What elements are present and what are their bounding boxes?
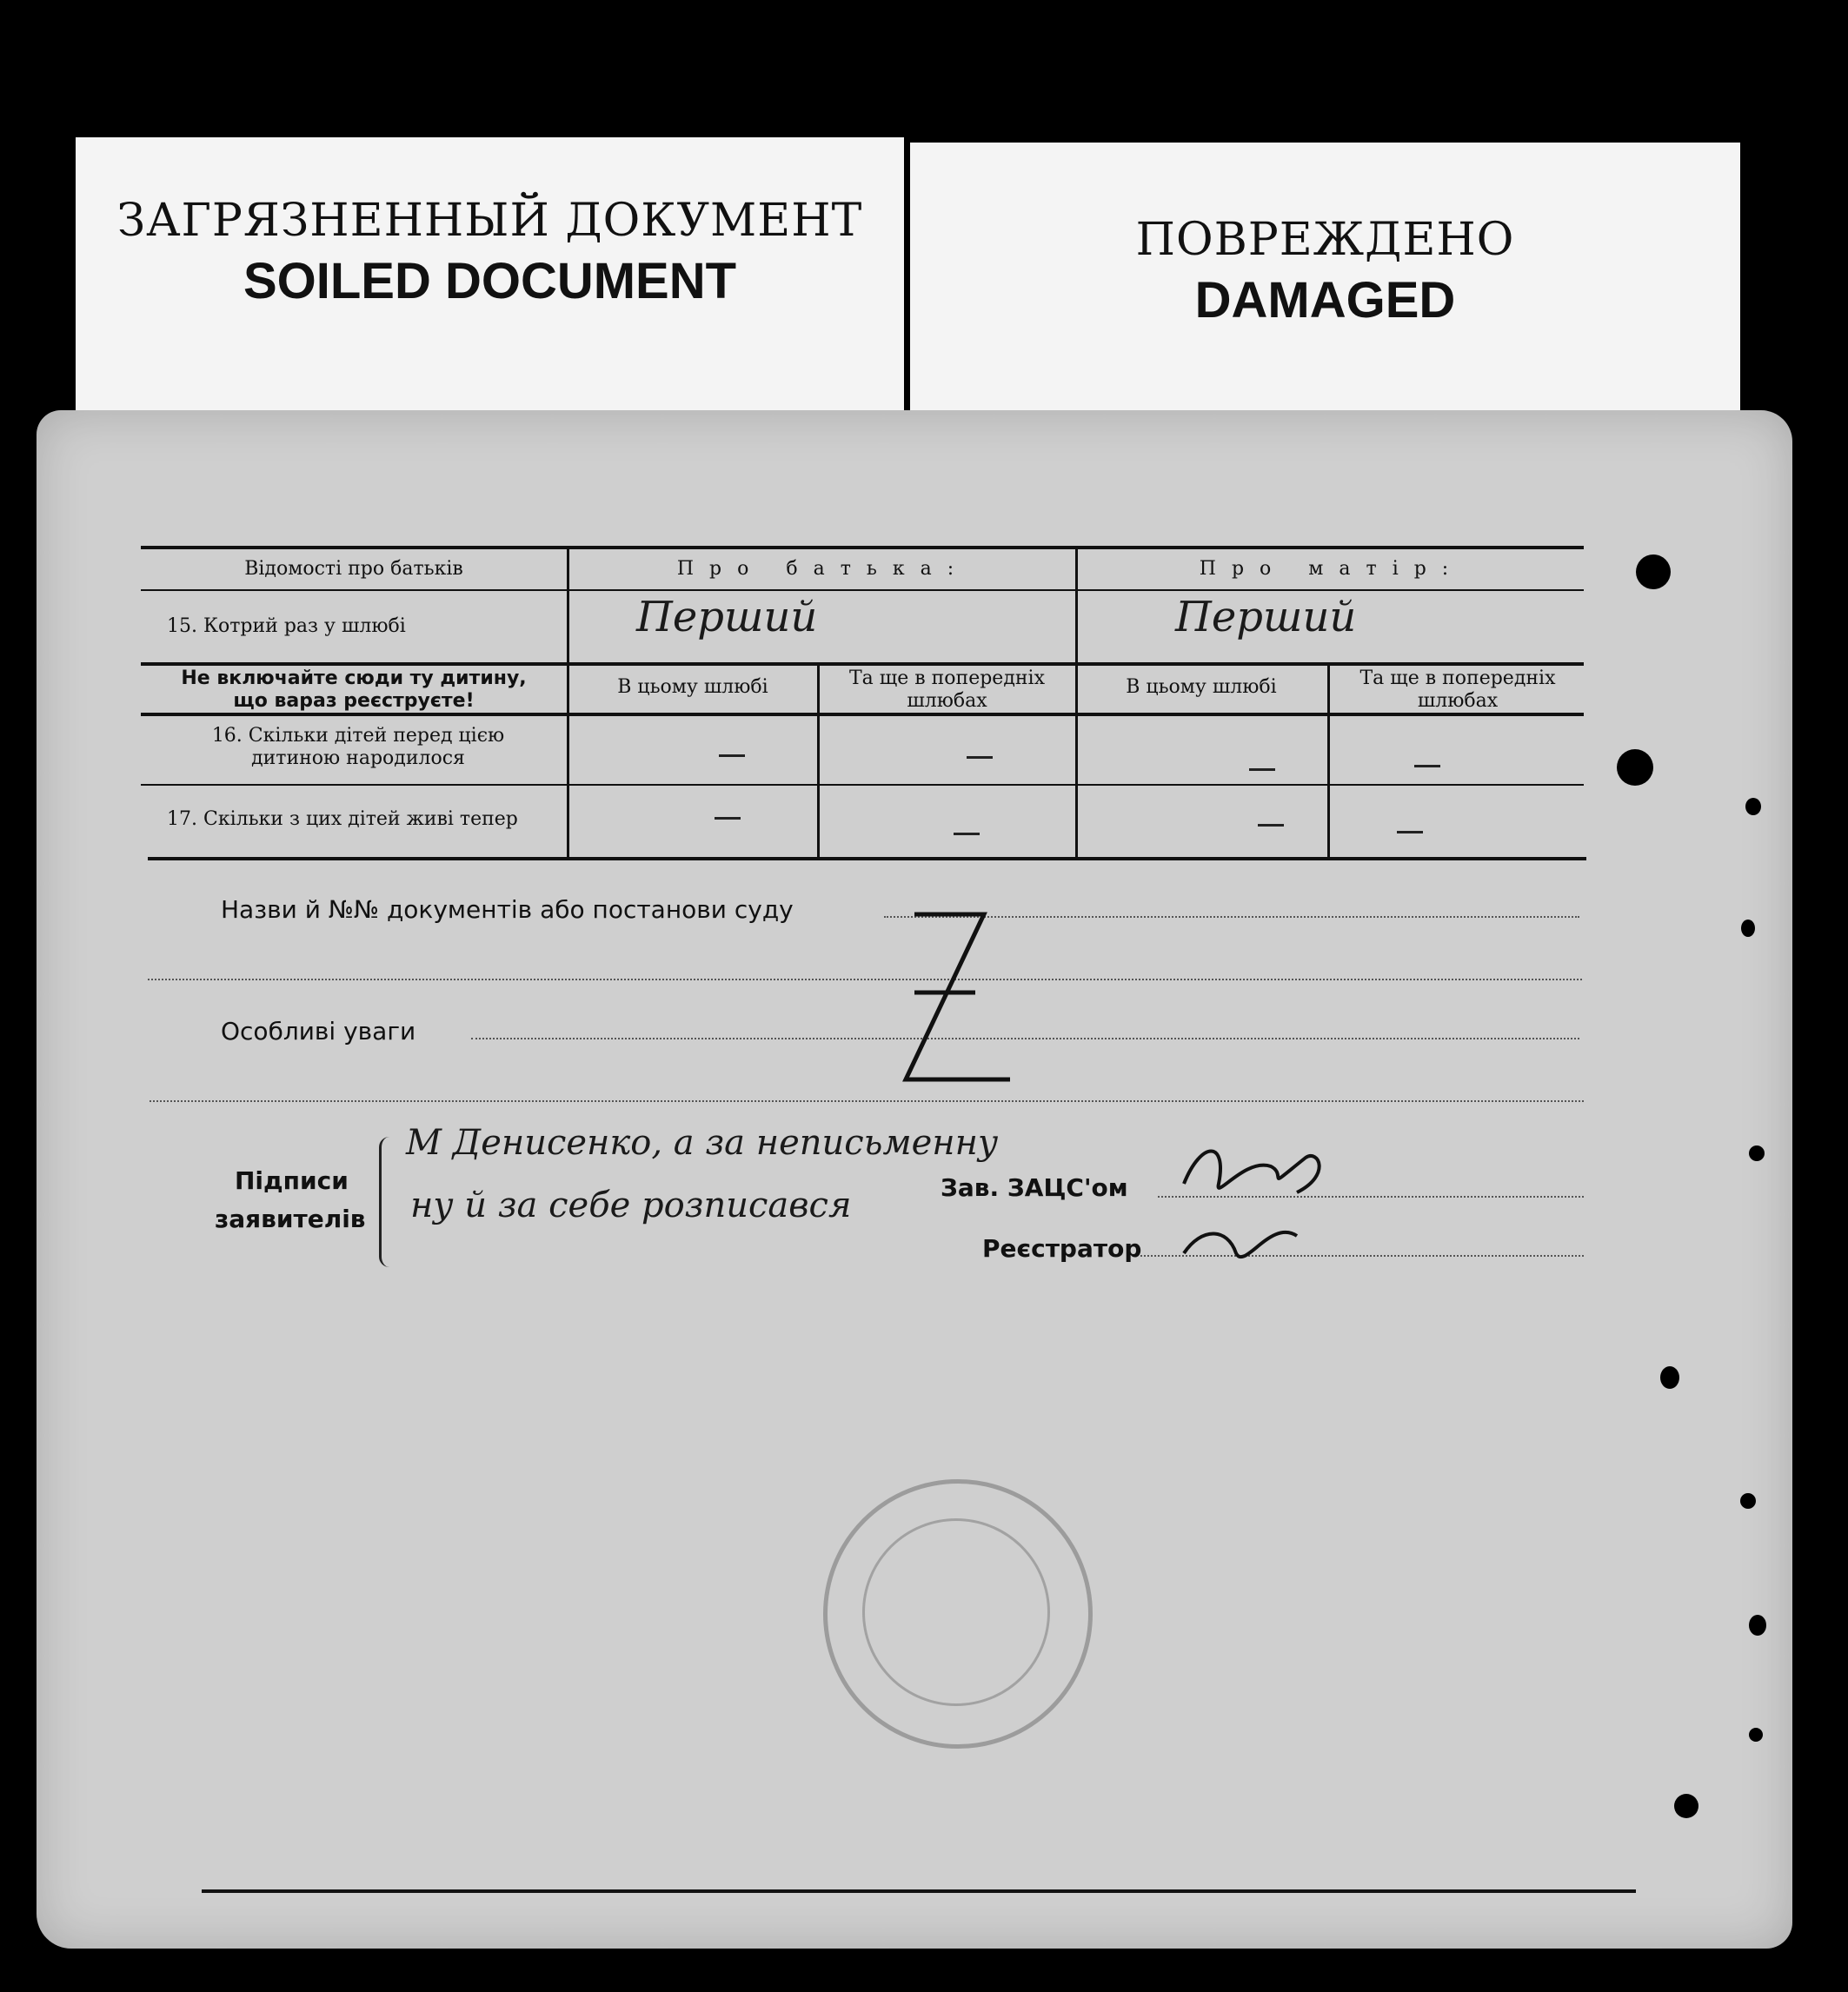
row16-dash-1 — [719, 754, 745, 757]
soiled-label-ru: ЗАГРЯЗНЕННЫЙ ДОКУМЕНТ — [116, 195, 863, 247]
punch-hole — [1740, 1493, 1756, 1509]
documents-label: Назви й №№ документів або постанови суду — [221, 895, 794, 924]
damaged-label-en: DAMAGED — [1194, 272, 1456, 329]
signatures-brace — [379, 1137, 394, 1267]
punch-hole — [1745, 798, 1761, 815]
table-col-rule-3 — [1075, 549, 1078, 857]
punch-hole — [1660, 1366, 1679, 1389]
punch-hole — [1636, 554, 1671, 589]
sub-this-marriage-mother: В цьому шлюбі — [1126, 676, 1277, 698]
official-stamp — [823, 1479, 1093, 1749]
table-col-rule-2 — [817, 664, 820, 857]
punch-hole — [1749, 1145, 1765, 1161]
punch-hole — [1749, 1728, 1763, 1742]
note-line-2: що вараз реєструєте! — [233, 690, 475, 712]
sub-prev-marriages-father: Та ще в попередніх шлюбах — [849, 667, 1045, 712]
registrar-label: Реєстратор — [982, 1234, 1142, 1263]
table-row15-rule — [141, 662, 1584, 666]
row16-dash-2 — [967, 756, 993, 759]
remarks-label: Особливі уваги — [221, 1017, 416, 1046]
sub-prev-marriages-mother: Та ще в попередніх шлюбах — [1359, 667, 1556, 712]
damaged-document-label — [910, 143, 1740, 421]
note-line-1: Не включайте сюди ту дитину, — [181, 667, 527, 689]
soiled-document-label — [76, 137, 904, 415]
table-top-rule — [141, 546, 1584, 549]
sheet-bottom-rule — [202, 1889, 1636, 1893]
damaged-label-ru: ПОВРЕЖДЕНО — [1135, 214, 1515, 266]
zags-head-label: Зав. ЗАЦС'ом — [941, 1173, 1128, 1202]
soiled-label-en: SOILED DOCUMENT — [243, 253, 737, 309]
row17-dash-4 — [1397, 831, 1423, 833]
row16-label-line-2: дитиною народилося — [251, 747, 465, 769]
header-parents-info: Відомості про батьків — [244, 558, 463, 580]
signatures-label-line-2: заявителів — [215, 1205, 366, 1233]
table-col-rule-4 — [1327, 664, 1330, 857]
punch-hole — [1617, 749, 1653, 786]
table-subheader-rule — [141, 713, 1584, 716]
sub-this-marriage-father: В цьому шлюбі — [617, 676, 768, 698]
punch-hole — [1674, 1794, 1698, 1818]
row16-dash-3 — [1249, 768, 1275, 771]
row17-dash-2 — [954, 833, 980, 835]
table-bottom-rule — [148, 857, 1586, 860]
header-about-mother: Про матір: — [1199, 558, 1465, 580]
row16-label-line-1: 16. Скільки дітей перед цією — [211, 725, 505, 747]
applicant-signature-line-2: ну й за себе розписався — [410, 1185, 852, 1225]
table-col-rule-1 — [567, 549, 569, 857]
remarks-dotted-line-2 — [150, 1100, 1584, 1102]
header-about-father: Про батька: — [676, 558, 970, 580]
row15-label: 15. Котрий раз у шлюбі — [167, 615, 406, 637]
table-header-rule — [141, 589, 1584, 591]
table-row16-rule — [141, 784, 1584, 786]
row17-dash-3 — [1258, 824, 1284, 827]
row15-mother-value: Перший — [1175, 593, 1357, 641]
row17-label: 17. Скільки з цих дітей живі тепер — [167, 808, 518, 830]
document-sheet — [37, 410, 1792, 1949]
row17-dash-1 — [715, 817, 741, 820]
row15-father-value: Перший — [636, 593, 818, 641]
zags-head-signature — [1167, 1123, 1340, 1279]
punch-hole — [1741, 920, 1755, 937]
signatures-label-line-1: Підписи — [235, 1166, 349, 1195]
applicant-signature-line-1: М Денисенко, а за неписьменну — [406, 1123, 999, 1163]
punch-hole — [1749, 1615, 1766, 1636]
row16-dash-4 — [1414, 765, 1440, 767]
strike-through-mark — [854, 888, 1062, 1097]
